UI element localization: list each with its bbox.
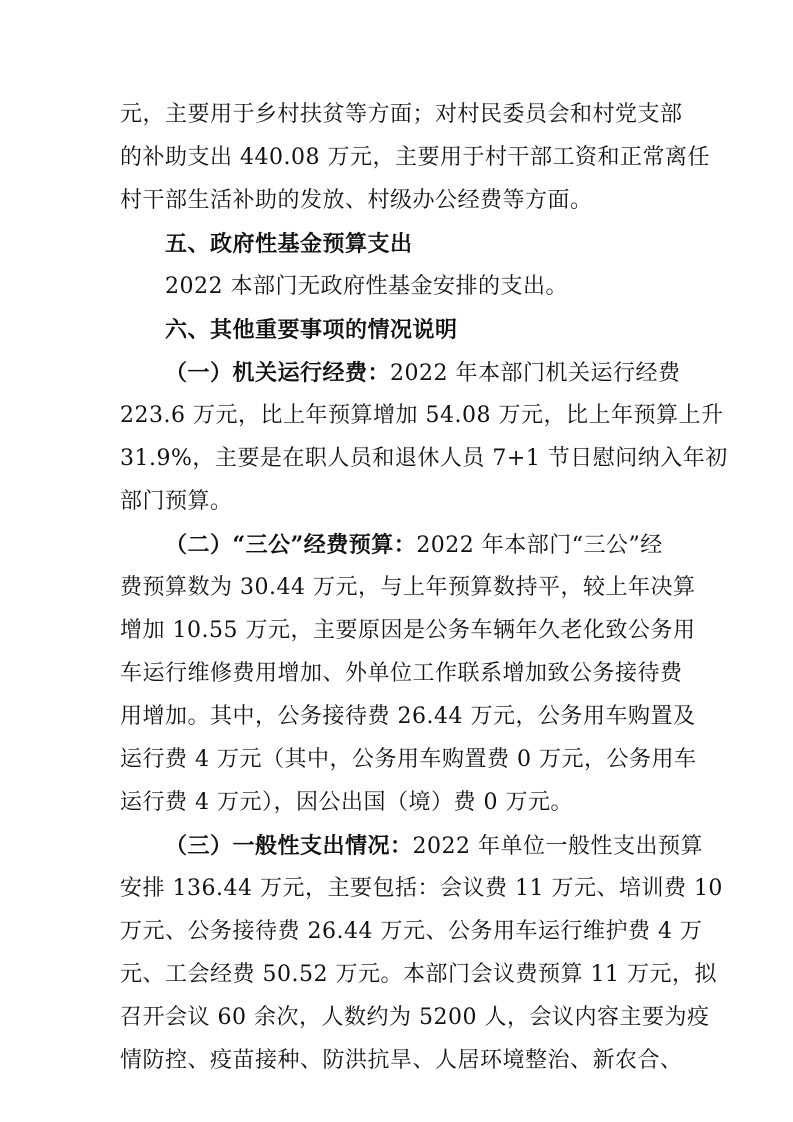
- item-first-line: [165, 530, 680, 560]
- paragraph-line: 万元、公务接待费 26.44 万元、公务用车运行维护费 4 万: [120, 919, 703, 944]
- item-text: 2022 年单位一般性支出预算: [412, 834, 703, 859]
- paragraph-line: 安排 136.44 万元，主要包括：会议费 11 万元、培训费 10: [120, 876, 723, 901]
- item-first-line: [165, 358, 680, 388]
- paragraph-line: 2022 本部门无政府性基金安排的支出。: [165, 274, 568, 299]
- section-heading: 六、其他重要事项的情况说明: [165, 317, 458, 343]
- paragraph-line: 召开会议 60 余次，人数约为 5200 人，会议内容主要为疫: [120, 1005, 710, 1030]
- paragraph-line: 元，主要用于乡村扶贫等方面；对村民委员会和村党支部: [120, 102, 683, 127]
- item-label: （三）一般性支出情况：: [165, 833, 413, 859]
- item-first-line: [165, 831, 703, 861]
- paragraph-line: 的补助支出 440.08 万元，主要用于村干部工资和正常离任: [120, 145, 710, 170]
- paragraph-line: 用增加。其中，公务接待费 26.44 万元，公务用车购置及: [120, 704, 696, 729]
- paragraph-line: 元、工会经费 50.52 万元。本部门会议费预算 11 万元，拟: [120, 962, 717, 987]
- paragraph-line: 运行费 4 万元（其中，公务用车购置费 0 万元，公务用车: [120, 747, 697, 772]
- item-label: （二）“三公”经费预算：: [165, 532, 417, 558]
- paragraph-line: 村干部生活补助的发放、村级办公经费等方面。: [120, 188, 593, 213]
- paragraph-line: 增加 10.55 万元，主要原因是公务车辆年久老化致公务用: [120, 618, 696, 643]
- paragraph-line: 情防控、疫苗接种、防洪抗旱、人居环境整治、新农合、: [120, 1048, 683, 1073]
- paragraph-line: 运行费 4 万元），因公出国（境）费 0 万元。: [120, 790, 573, 815]
- paragraph-line: 部门预算。: [120, 489, 233, 514]
- paragraph-line: 费预算数为 30.44 万元，与上年预算数持平，较上年决算: [120, 575, 696, 600]
- paragraph-line: 车运行维修费用增加、外单位工作联系增加致公务接待费: [120, 661, 683, 686]
- item-label: （一）机关运行经费：: [165, 360, 391, 386]
- paragraph-line: 31.9%，主要是在职人员和退休人员 7+1 节日慰问纳入年初: [120, 446, 728, 471]
- paragraph-line: 223.6 万元，比上年预算增加 54.08 万元，比上年预算上升: [120, 403, 724, 428]
- item-text: 2022 年本部门“三公”经: [416, 533, 663, 558]
- section-heading: 五、政府性基金预算支出: [165, 231, 413, 257]
- item-text: 2022 年本部门机关运行经费: [390, 361, 681, 386]
